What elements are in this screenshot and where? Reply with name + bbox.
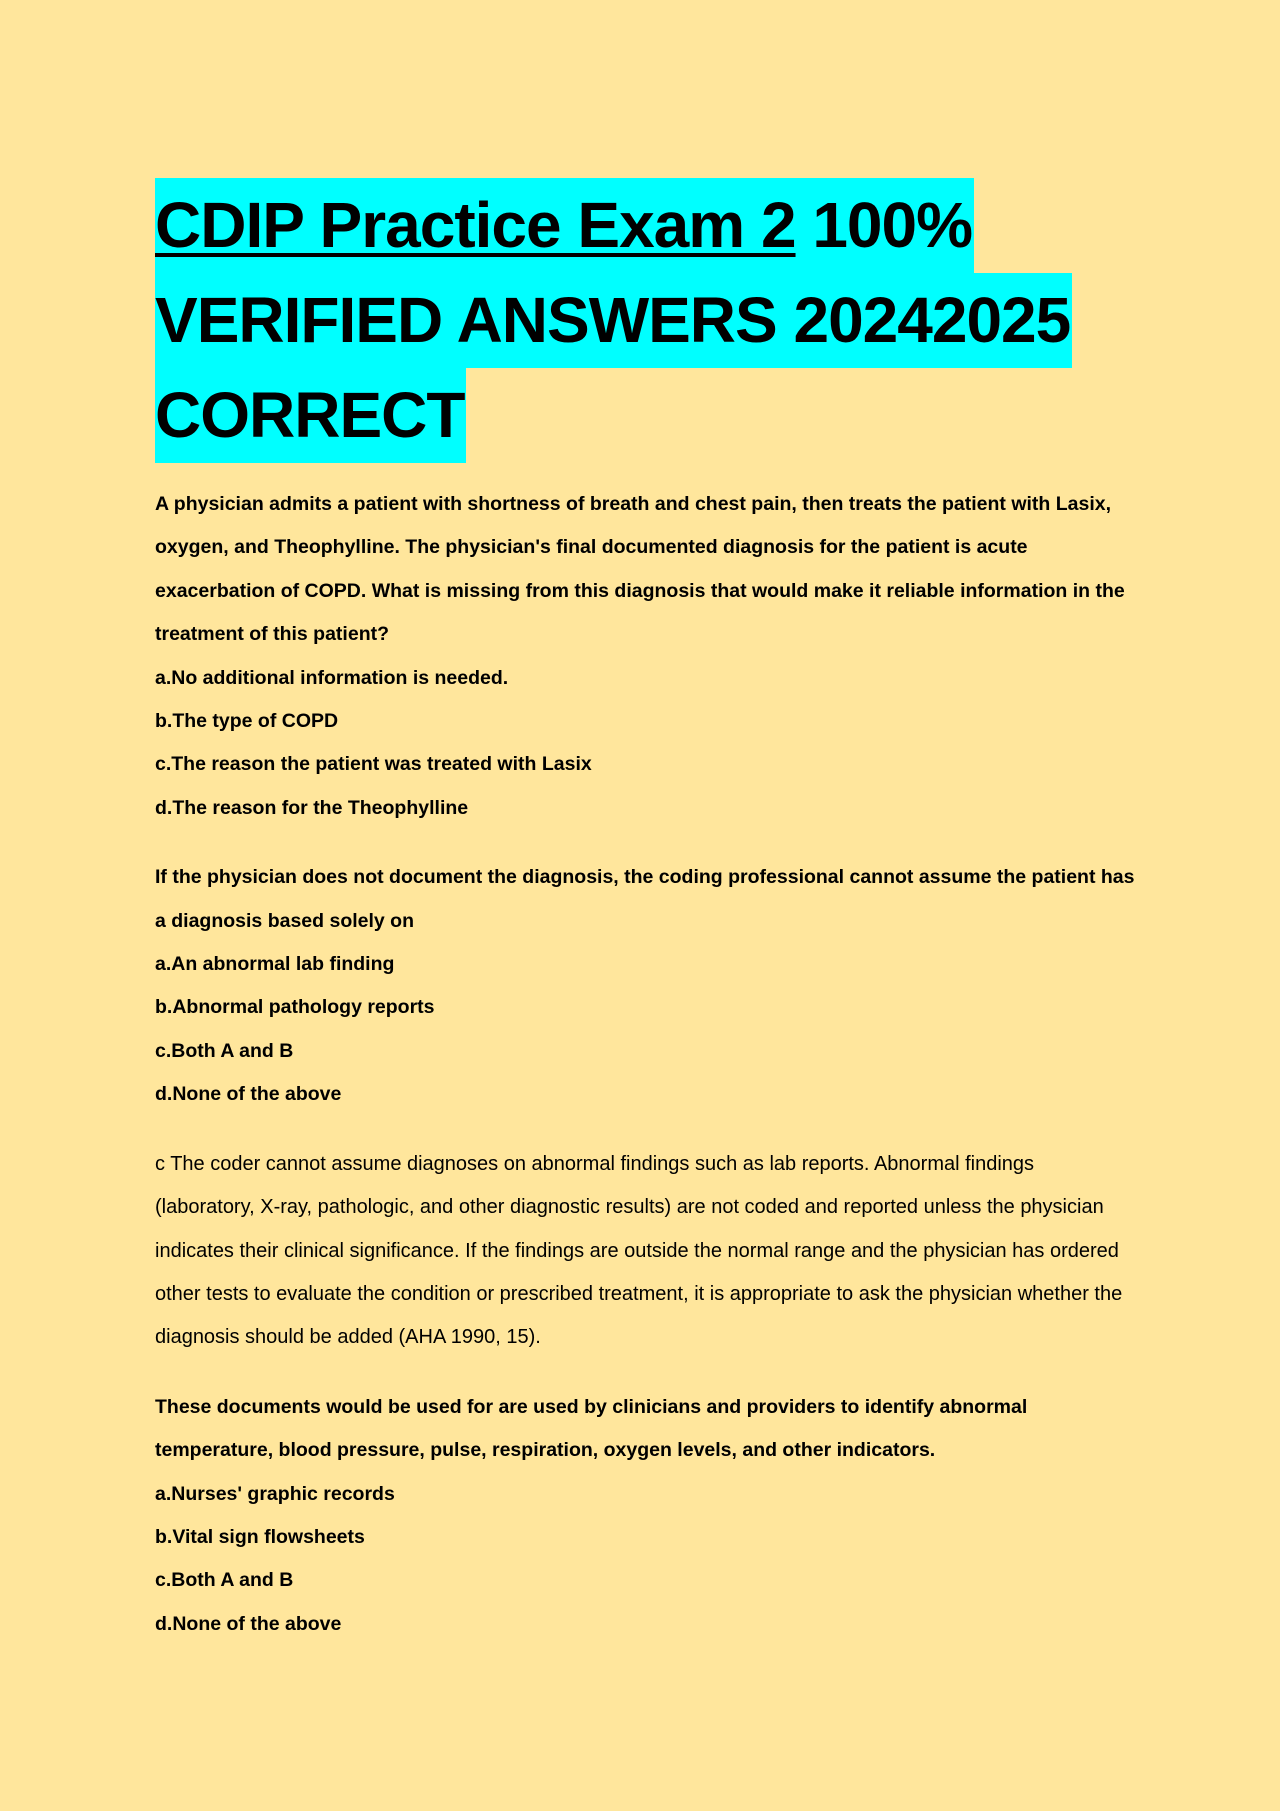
answer-option: a.An abnormal lab finding (155, 953, 395, 976)
title-line-1 (155, 178, 974, 273)
question-text: These documents would be used for are used by clinicians and providers to identify abnormal temperature, blood pressure, pulse, respiration, oxygen levels, and other indicators. (155, 1395, 1028, 1462)
answer-option: b.The type of COPD (155, 710, 339, 733)
spacer (155, 1360, 1135, 1386)
title-link-text[interactable]: CDIP Practice Exam 2 (155, 189, 796, 261)
answer-option: c.Both A and B (155, 1569, 294, 1592)
question-text: If the physician does not document the diagnosis, the coding professional cannot assume the patient has a diagnosis based solely on (155, 866, 1135, 932)
question-block-2 (155, 856, 1135, 1116)
spacer (155, 830, 1135, 856)
title-line-1-rest: 100% (795, 189, 972, 261)
question-text: A physician admits a patient with shortness of breath and chest pain, then treats the patient with Lasix, oxygen, and Theophylline. The physician's final documented diagnosis for the patient is acute exacerbation of COPD. What is missing from this diagnosis that would make it reliable information in the treatment of this patient? (155, 493, 1125, 646)
answer-option: d.The reason for the Theophylline (155, 796, 469, 819)
answer-option: d.None of the above (155, 1083, 342, 1106)
answer-option: b.Vital sign flowsheets (155, 1525, 365, 1548)
answer-option: a.Nurses' graphic records (155, 1482, 395, 1505)
answer-option: c.Both A and B (155, 1039, 294, 1062)
title-line-3: CORRECT (155, 368, 466, 463)
answer-option: d.None of the above (155, 1612, 342, 1635)
question-block-1 (155, 483, 1135, 830)
answer-option: a.No additional information is needed. (155, 666, 509, 689)
answer-explanation: c The coder cannot assume diagnoses on abnormal findings such as lab reports. Abnormal findings (laboratory, X-ray, pathologic, and other diagnostic results) are not coded and reported unless the physician indicates their clinical significance. If the findings are outside the normal range and the physician has ordered other tests to evaluate the condition or prescribed treatment, it is appropriate to ask the physician whether the diagnosis should be added (AHA 1990, 15). (155, 1152, 1123, 1349)
title-line-2: VERIFIED ANSWERS 20242025 (155, 273, 1072, 368)
spacer (155, 1117, 1135, 1143)
document-title (155, 178, 1155, 463)
answer-option: c.The reason the patient was treated with Lasix (155, 753, 592, 776)
document-body (155, 483, 1135, 1646)
question-block-3 (155, 1386, 1135, 1646)
answer-option: b.Abnormal pathology reports (155, 996, 435, 1019)
